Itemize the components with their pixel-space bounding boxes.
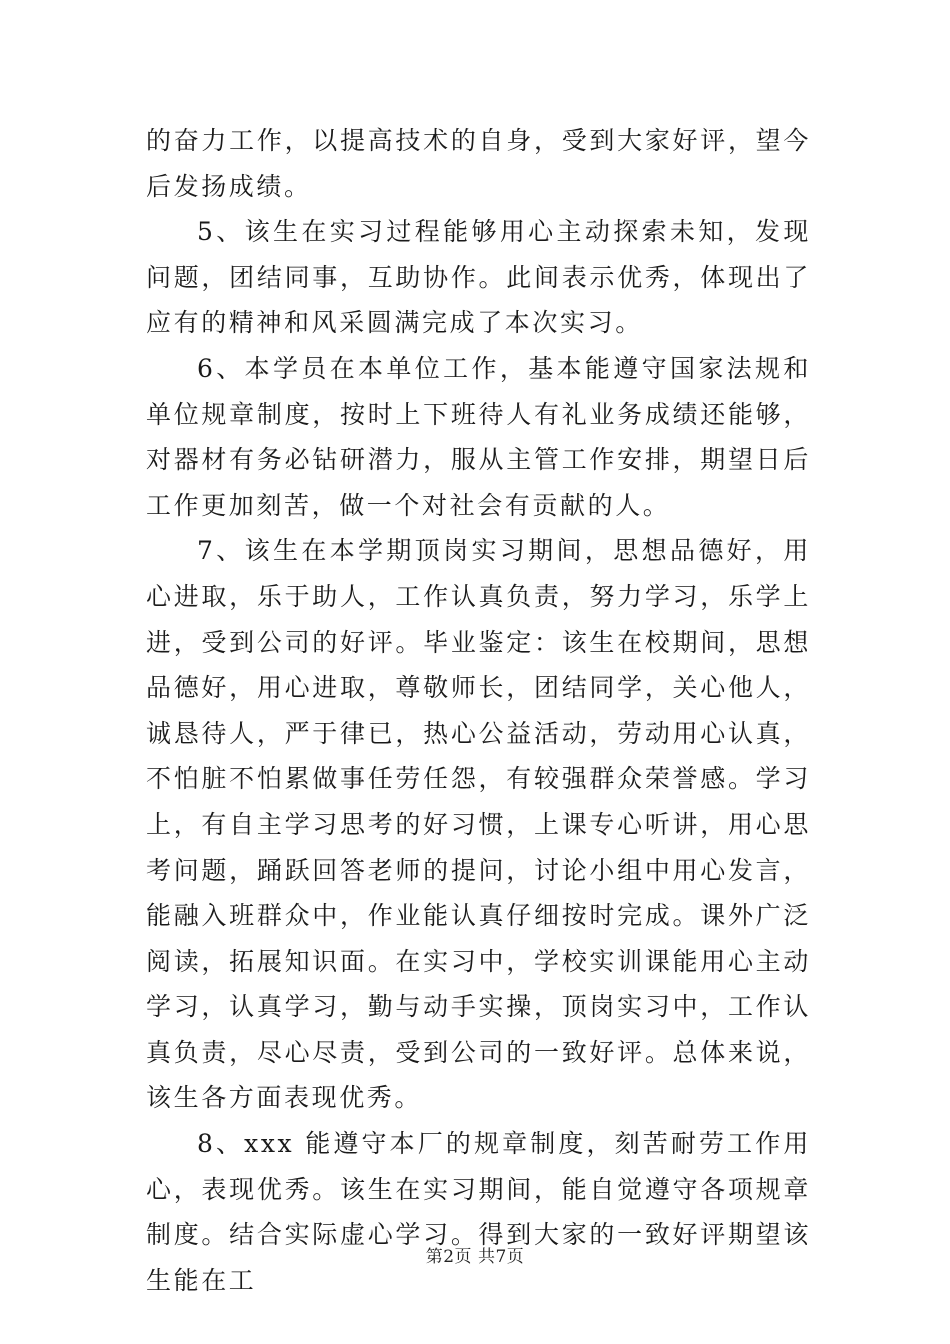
page-body <box>146 118 811 1303</box>
paragraph-item-7: 7、该生在本学期顶岗实习期间，思想品德好，用心进取，乐于助人，工作认真负责，努力学习，乐学上进，受到公司的好评。毕业鉴定：该生在校期间，思想品德好，用心进取，尊敬师长，团结同学，关心他人，诚恳待人，严于律已，热心公益活动，劳动用心认真，不怕脏不怕累做事任劳任怨，有较强群众荣誉感。学习上，有自主学习思考的好习惯，上课专心听讲，用心思考问题，踊跃回答老师的提问，讨论小组中用心发言，能融入班群众中，作业能认真仔细按时完成。课外广泛阅读，拓展知识面。在实习中，学校实训课能用心主动学习，认真学习，勤与动手实操，顶岗实习中，工作认真负责，尽心尽责，受到公司的一致好评。总体来说，该生各方面表现优秀。 <box>146 536 811 1113</box>
page-footer <box>0 1242 950 1267</box>
paragraph-continuation: 的奋力工作，以提高技术的自身，受到大家好评，望今后发扬成绩。 <box>146 126 811 201</box>
paragraph-item-5: 5、该生在实习过程能够用心主动探索未知，发现问题，团结同事，互助协作。此间表示优秀，体现出了应有的精神和风采圆满完成了本次实习。 <box>146 217 811 338</box>
paragraph-item-8: 8、xxx 能遵守本厂的规章制度，刻苦耐劳工作用心，表现优秀。该生在实习期间，能自觉遵守各项规章制度。结合实际虚心学习。得到大家的一致好评期望该生能在工 <box>146 1129 811 1295</box>
paragraph-item-6: 6、本学员在本单位工作，基本能遵守国家法规和单位规章制度，按时上下班待人有礼业务成绩还能够，对器材有务必钻研潜力，服从主管工作安排，期望日后工作更加刻苦，做一个对社会有贡献的人。 <box>146 353 811 520</box>
page-number-label: 第2页 共7页 <box>425 1247 525 1267</box>
